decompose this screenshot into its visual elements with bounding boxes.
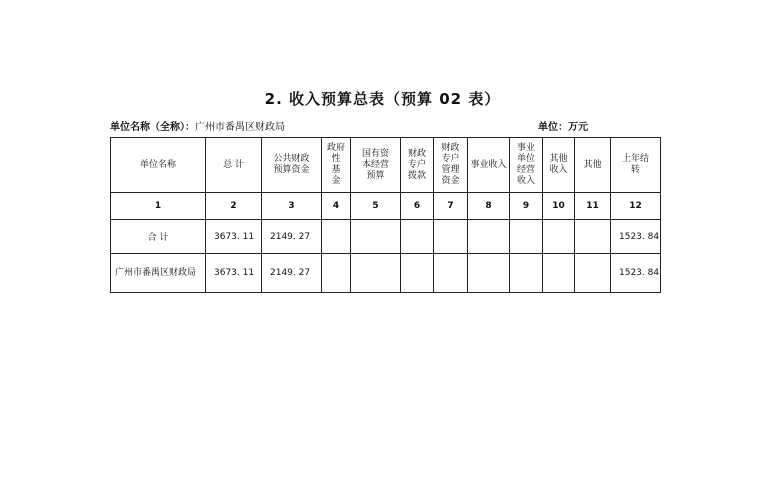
- empty-cell: [575, 254, 611, 293]
- header-institution-operating-income-line: 收入: [516, 176, 535, 186]
- empty-cell: [322, 220, 351, 254]
- currency-unit-label: 单位：: [538, 122, 568, 133]
- header-state-capital-line: 预算: [366, 170, 385, 181]
- header-state-capital-line: 本经营: [361, 159, 389, 170]
- header-gov-fund-line: 政府: [326, 143, 345, 153]
- empty-cell: [543, 254, 575, 293]
- empty-cell: [468, 220, 510, 254]
- empty-cell: [434, 220, 468, 254]
- empty-cell: [510, 254, 543, 293]
- header-total: [206, 138, 262, 193]
- empty-cell: [510, 220, 543, 254]
- header-public-budget-line: 预算资金: [273, 165, 310, 175]
- header-special-account-managed-line: 专户: [441, 154, 460, 164]
- header-business-income: [468, 138, 510, 193]
- total-row: [111, 220, 661, 254]
- header-special-account-managed: [434, 138, 468, 193]
- header-total-text: 总 计: [223, 159, 244, 170]
- header-other-income-line: 其他: [549, 154, 568, 164]
- index-cell: 6: [401, 193, 434, 220]
- header-row: [111, 138, 661, 193]
- index-cell: 11: [575, 193, 611, 220]
- index-cell: 3: [262, 193, 322, 220]
- unit-name-label: 单位名称（全称）：: [110, 122, 195, 133]
- page-title: 2. 收入预算总表（预算 02 表）: [264, 90, 501, 108]
- header-unit-name: [111, 138, 206, 193]
- header-other-income: [543, 138, 575, 193]
- total-row-prev-year-carryover: 1523. 84: [611, 220, 661, 254]
- index-cell: 10: [543, 193, 575, 220]
- header-prev-year-carryover-line: 转: [630, 165, 640, 175]
- header-institution-operating-income-line: 经营: [516, 165, 535, 175]
- index-cell: 8: [468, 193, 510, 220]
- header-prev-year-carryover: [611, 138, 661, 193]
- index-cell: 7: [434, 193, 468, 220]
- header-unit-name-text: 单位名称: [139, 159, 176, 170]
- header-special-account-allocation-line: 专户: [407, 159, 426, 170]
- header-other: [575, 138, 611, 193]
- header-prev-year-carryover-line: 上年结: [621, 154, 649, 164]
- revenue-budget-table: [110, 137, 661, 293]
- empty-cell: [351, 220, 401, 254]
- unit-row-public-budget: 2149. 27: [262, 254, 322, 293]
- empty-cell: [575, 220, 611, 254]
- empty-cell: [468, 254, 510, 293]
- header-institution-operating-income: [510, 138, 543, 193]
- index-row: [111, 193, 661, 220]
- index-cell: 1: [111, 193, 206, 220]
- unit-name-value: 广州市番禺区财政局: [195, 122, 285, 133]
- header-special-account-managed-line: 管理: [441, 165, 460, 175]
- index-cell: 4: [322, 193, 351, 220]
- header-institution-operating-income-line: 单位: [516, 154, 535, 164]
- total-row-name: 合 计: [111, 220, 206, 254]
- empty-cell: [401, 220, 434, 254]
- empty-cell: [434, 254, 468, 293]
- header-special-account-allocation: [401, 138, 434, 193]
- empty-cell: [322, 254, 351, 293]
- header-special-account-allocation-line: 拨款: [407, 170, 426, 181]
- index-cell: 5: [351, 193, 401, 220]
- total-row-public-budget: 2149. 27: [262, 220, 322, 254]
- header-gov-fund: [322, 138, 351, 193]
- unit-row: [111, 254, 661, 293]
- header-special-account-managed-line: 财政: [441, 143, 460, 153]
- header-gov-fund-line: 金: [331, 176, 341, 186]
- header-public-budget: [262, 138, 322, 193]
- index-cell: 2: [206, 193, 262, 220]
- header-other-income-line: 收入: [549, 165, 568, 175]
- index-cell: 9: [510, 193, 543, 220]
- index-cell: 12: [611, 193, 661, 220]
- header-state-capital-line: 国有资: [361, 148, 389, 159]
- unit-row-prev-year-carryover: 1523. 84: [611, 254, 661, 293]
- unit-row-total: 3673. 11: [206, 254, 262, 293]
- unit-name-line: [110, 118, 285, 133]
- header-other-line: 其他: [583, 159, 602, 170]
- currency-unit-line: [538, 118, 588, 133]
- empty-cell: [401, 254, 434, 293]
- header-gov-fund-line: 基: [331, 165, 341, 175]
- empty-cell: [351, 254, 401, 293]
- header-special-account-managed-line: 资金: [441, 176, 460, 186]
- total-row-total: 3673. 11: [206, 220, 262, 254]
- header-public-budget-line: 公共财政: [273, 154, 310, 164]
- header-institution-operating-income-line: 事业: [516, 143, 535, 153]
- header-special-account-allocation-line: 财政: [407, 148, 426, 159]
- header-business-income-line: 事业收入: [470, 159, 507, 170]
- unit-row-name: 广州市番禺区财政局: [111, 254, 206, 293]
- currency-unit-value: 万元: [568, 122, 588, 133]
- header-state-capital: [351, 138, 401, 193]
- header-gov-fund-line: 性: [331, 154, 341, 164]
- empty-cell: [543, 220, 575, 254]
